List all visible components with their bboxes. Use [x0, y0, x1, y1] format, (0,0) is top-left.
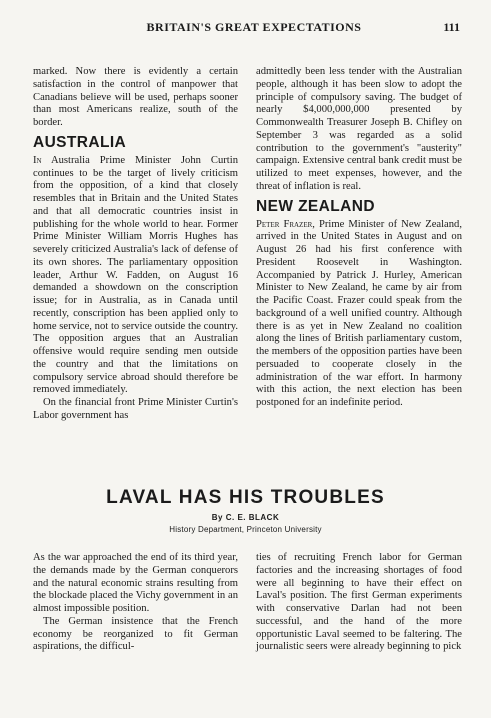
- australia-lead-word: In: [33, 154, 42, 166]
- australia-heading: AUSTRALIA: [33, 133, 127, 151]
- laval-paragraph-continuation: ties of recruiting French labor for German factories and the increasing shortages of food were all beginning to have their effect on Laval's position. The first German experiments with conservative Darlan had not been successful, and the hand of the more opportunistic Laval seemed to be faltering. The journalistic seers were already beginning to pick: [256, 552, 462, 653]
- laval-paragraph-2: The German insistence that the French economy be reorganized to fit German aspirations, the difficul-: [33, 615, 238, 653]
- top-left-column: [33, 66, 238, 423]
- page-number: 111: [443, 20, 460, 34]
- new-zealand-paragraph-1-text: Prime Minister of New Zealand, arrived in the United States in August and on August 26 had his first conference with President Roosevelt in Washington. Accompanied by Patrick J. Hurley, American Minister to New Zealand, he came by air from the Pacific Coast. Frazer could speak from the background of a well unified country. Although there is as yet in New Zealand no coalition along the lines of British parliamentary custom, the members of the opposition parties have been persuaded to cooperate closely in the administration of the war effort. In harmony with this action, the next election has been postponed for an indefinite period.: [256, 218, 463, 408]
- article-title: LAVAL HAS HIS TROUBLES: [106, 487, 385, 508]
- running-title: BRITAIN'S GREAT EXPECTATIONS: [146, 20, 362, 34]
- author-affiliation: History Department, Princeton University: [169, 525, 322, 534]
- canada-conclusion-paragraph: marked. Now there is evidently a certain satisfaction in the control of manpower that Canadians believe will be used, perhaps sooner than most Americans realize, south of the border.: [33, 66, 238, 128]
- laval-paragraph-1: As the war approached the end of its third year, the demands made by the German conquerors and the natural economic strains resulting from the blockade placed the Vichy government in an almost impossible position.: [33, 552, 238, 614]
- top-right-column: [256, 66, 462, 410]
- australia-continuation-paragraph: admittedly been less tender with the Australian people, although it has been slow to adopt the principle of compulsory saving. The budget of nearly $4,000,000,000 presented by Commonwealth Treasurer Joseph B. Chifley on September 3 was regarded as a solid contribution to the government's "austerity" campaign. Extensive central bank credit must be utilized to meet expenses, however, and the threat of inflation is real.: [256, 66, 462, 192]
- australia-paragraph-1: [33, 155, 238, 397]
- new-zealand-heading: NEW ZEALAND: [256, 197, 375, 215]
- article-byline: By C. E. BLACK: [211, 513, 280, 522]
- bottom-left-column: [33, 552, 238, 654]
- new-zealand-lead-words: Peter Frazer,: [256, 218, 315, 230]
- new-zealand-paragraph-1: [256, 219, 462, 410]
- australia-paragraph-2: On the financial front Prime Minister Curtin's Labor government has: [33, 397, 238, 421]
- running-head: [48, 20, 460, 36]
- australia-paragraph-1-text: Australia Prime Minister John Curtin continues to be the target of lively criticism from the opposition, of a kind that closely resembles that in Britain and the United States and that all democratic countries insist in publishing for the whole world to hear. Former Prime Minister William Morris Hughes has severely criticized Australia's lack of defense of its own shores. The parliamentary opposition leader, Arthur W. Fadden, on August 16 demanded a showdown on the conscription issue; for in Australia, as in Canada until recently, conscription has been applied only to home service, not to service outside the country. The opposition argues that an Australian offensive would require sending men outside the country and that the limitations on compulsory service abroad should therefore be removed immediately.: [33, 154, 238, 396]
- bottom-right-column: [256, 552, 462, 654]
